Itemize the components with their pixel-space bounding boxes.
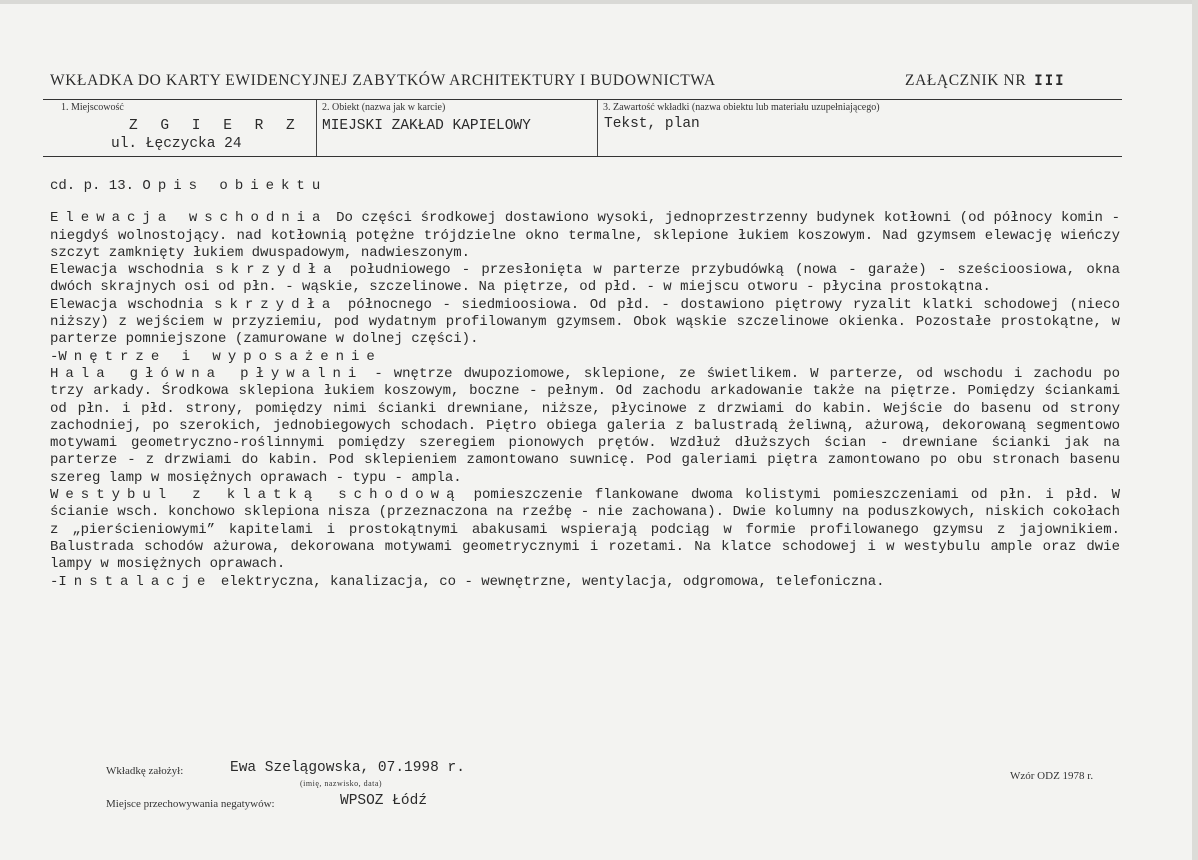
- founder-note: (imię, nazwisko, data): [300, 779, 383, 788]
- negative-storage-label: Miejsce przechowywania negatywów:: [106, 798, 275, 810]
- paragraph-installations-prefix: -: [50, 573, 59, 590]
- field-content: [597, 100, 1122, 156]
- paragraph-south-wing: [50, 262, 1120, 297]
- field-content-label: 3. Zawartość wkładki (nazwa obiektu lub materiału uzupełniającego): [603, 102, 880, 113]
- paragraph-north-wing: [50, 297, 1120, 349]
- annex-number: III: [1034, 73, 1066, 89]
- annex-label-text: ZAŁĄCZNIK NR: [905, 72, 1027, 89]
- paragraph-main-hall-text: - wnętrze dwupoziomowe, sklepione, ze świetlikem. W parterze, od wschodu i zachodu po trzy arkady. Środkowa sklepiona łukiem koszowym, boczne - pełnym. Od zachodu arkadowanie także na piętrze. Pomiędzy ściankami od płn. i płd. strony, pomiędzy nimi ścianki drewniane, niższe, płycinowe z drzwiami do kabin. Wejście do basenu od strony zachodniej, po szerokich, jednobiegowych schodach. Piętro obiega galeria z balustradą żeliwną, ażurową, dekorowaną segmentowo motywami geometryczno-roślinnymi pomiędzy szeregiem pionowych prętów. Wzdłuż dłuższych ścian - drewniane ścianki jak na parterze - z drzwiami do kabin. Pod sklepieniem zamontowano suwnicę. Pod galeriami piętra zamontowano po obu stronach basenu szereg lamp w mosiężnych oprawach - typu - ampla.: [50, 365, 1120, 486]
- scan-top-edge: [0, 0, 1198, 4]
- description-body: [50, 178, 1120, 591]
- field-locality-town: Z G I E R Z: [129, 118, 302, 134]
- paragraph-interior-term: Wnętrze i wyposażenie: [58, 348, 382, 365]
- section-heading: [50, 178, 1120, 195]
- annex-label: [905, 72, 1066, 90]
- field-locality-street: ul. Łęczycka 24: [111, 136, 242, 152]
- paragraph-east-elevation: [50, 210, 1120, 262]
- template-version: Wzór ODZ 1978 r.: [1010, 770, 1094, 782]
- section-heading-title: Opis obiektu: [142, 178, 328, 194]
- paragraph-interior-heading: [50, 349, 1120, 366]
- paragraph-installations-term: Instalacje: [58, 573, 213, 590]
- founder-label: Wkładkę założył:: [106, 765, 184, 777]
- paragraph-installations: [50, 574, 1120, 591]
- founder-value: Ewa Szelągowska, 07.1998 r.: [230, 760, 465, 776]
- field-locality: [43, 100, 316, 156]
- paragraph-interior-prefix: -: [50, 348, 59, 365]
- paragraph-north-wing-text: północnego - siedmioosiowa. Od płd. - dostawiono piętrowy ryzalit klatki schodowej (nieco niższy) z wejściem w przyziemiu, pod wydatnym profilowanym gzymsem. Obok wąskie szczelinowe okienka. Pozostałe prostokątne, w parterze pomniejszone (zamurowane w dolnej części).: [50, 296, 1120, 348]
- section-heading-prefix: cd. p. 13.: [50, 178, 135, 194]
- paragraph-main-hall: [50, 366, 1120, 487]
- field-locality-label: 1. Miejscowość: [61, 102, 124, 113]
- paragraph-north-wing-lead: Elewacja wschodnia: [50, 296, 215, 313]
- paragraph-south-wing-lead: Elewacja wschodnia: [50, 262, 216, 279]
- paragraph-south-wing-term: skrzydła: [215, 262, 339, 279]
- paragraph-east-elevation-term: Elewacja wschodnia: [50, 210, 328, 227]
- field-object-value: MIEJSKI ZAKŁAD KAPIELOWY: [322, 118, 531, 134]
- paragraph-north-wing-term: skrzydła: [214, 296, 338, 313]
- form-fields-table: [43, 99, 1122, 157]
- paragraph-east-elevation-text: Do części środkowej dostawiono wysoki, jednoprzestrzenny budynek kotłowni (od północy komin - niegdyś wolnostojący. nad kotłownią potężne trójdzielne okno termalne, sklepione łukiem koszowym. Nad gzymsem elewację wieńczy szczyt zamknięty łukiem dwuspadowym, nadwieszonym.: [50, 210, 1120, 261]
- document-title: WKŁADKA DO KARTY EWIDENCYJNEJ ZABYTKÓW ARCHITEKTURY I BUDOWNICTWA: [50, 72, 716, 89]
- paragraph-vestibule: [50, 487, 1120, 573]
- paragraph-installations-text: elektryczna, kanalizacja, co - wewnętrzne, wentylacja, odgromowa, telefoniczna.: [212, 573, 885, 590]
- field-content-value: Tekst, plan: [604, 116, 700, 132]
- field-object-label: 2. Obiekt (nazwa jak w karcie): [322, 102, 446, 113]
- paragraph-vestibule-term: Westybul z klatką schodową: [50, 487, 462, 504]
- field-object: [316, 100, 598, 156]
- scan-right-edge: [1192, 0, 1198, 860]
- paragraph-vestibule-text: pomieszczenie flankowane dwoma kolistymi pomieszczeniami od płn. i płd. W ścianie wsch. konchowo sklepiona nisza (przeznaczona na rzeźbę - nie zachowana). Dwie kolumny na poduszkowych, niskich cokołach z „pierścieniowymi” kapitelami i prostokątnymi abakusami wspierają podciąg w formie profilowanego gzymsu z jajownikiem. Balustrada schodów ażurowa, dekorowana motywami geometrycznymi i rozetami. Na klatce schodowej i w westybulu ample oraz dwie lampy w mosiężnych oprawach.: [50, 487, 1121, 573]
- paragraph-main-hall-term: Hala główna pływalni: [50, 365, 364, 382]
- negative-storage-value: WPSOZ Łódź: [340, 793, 428, 809]
- paragraph-south-wing-text: południowego - przesłonięta w parterze przybudówką (nowa - garaże) - sześcioosiowa, okna dwóch skrajnych osi od płn. - wąskie, szczelinowe. Na piętrze, od płd. - w miejscu otworu - płycina prostokątna.: [50, 262, 1120, 296]
